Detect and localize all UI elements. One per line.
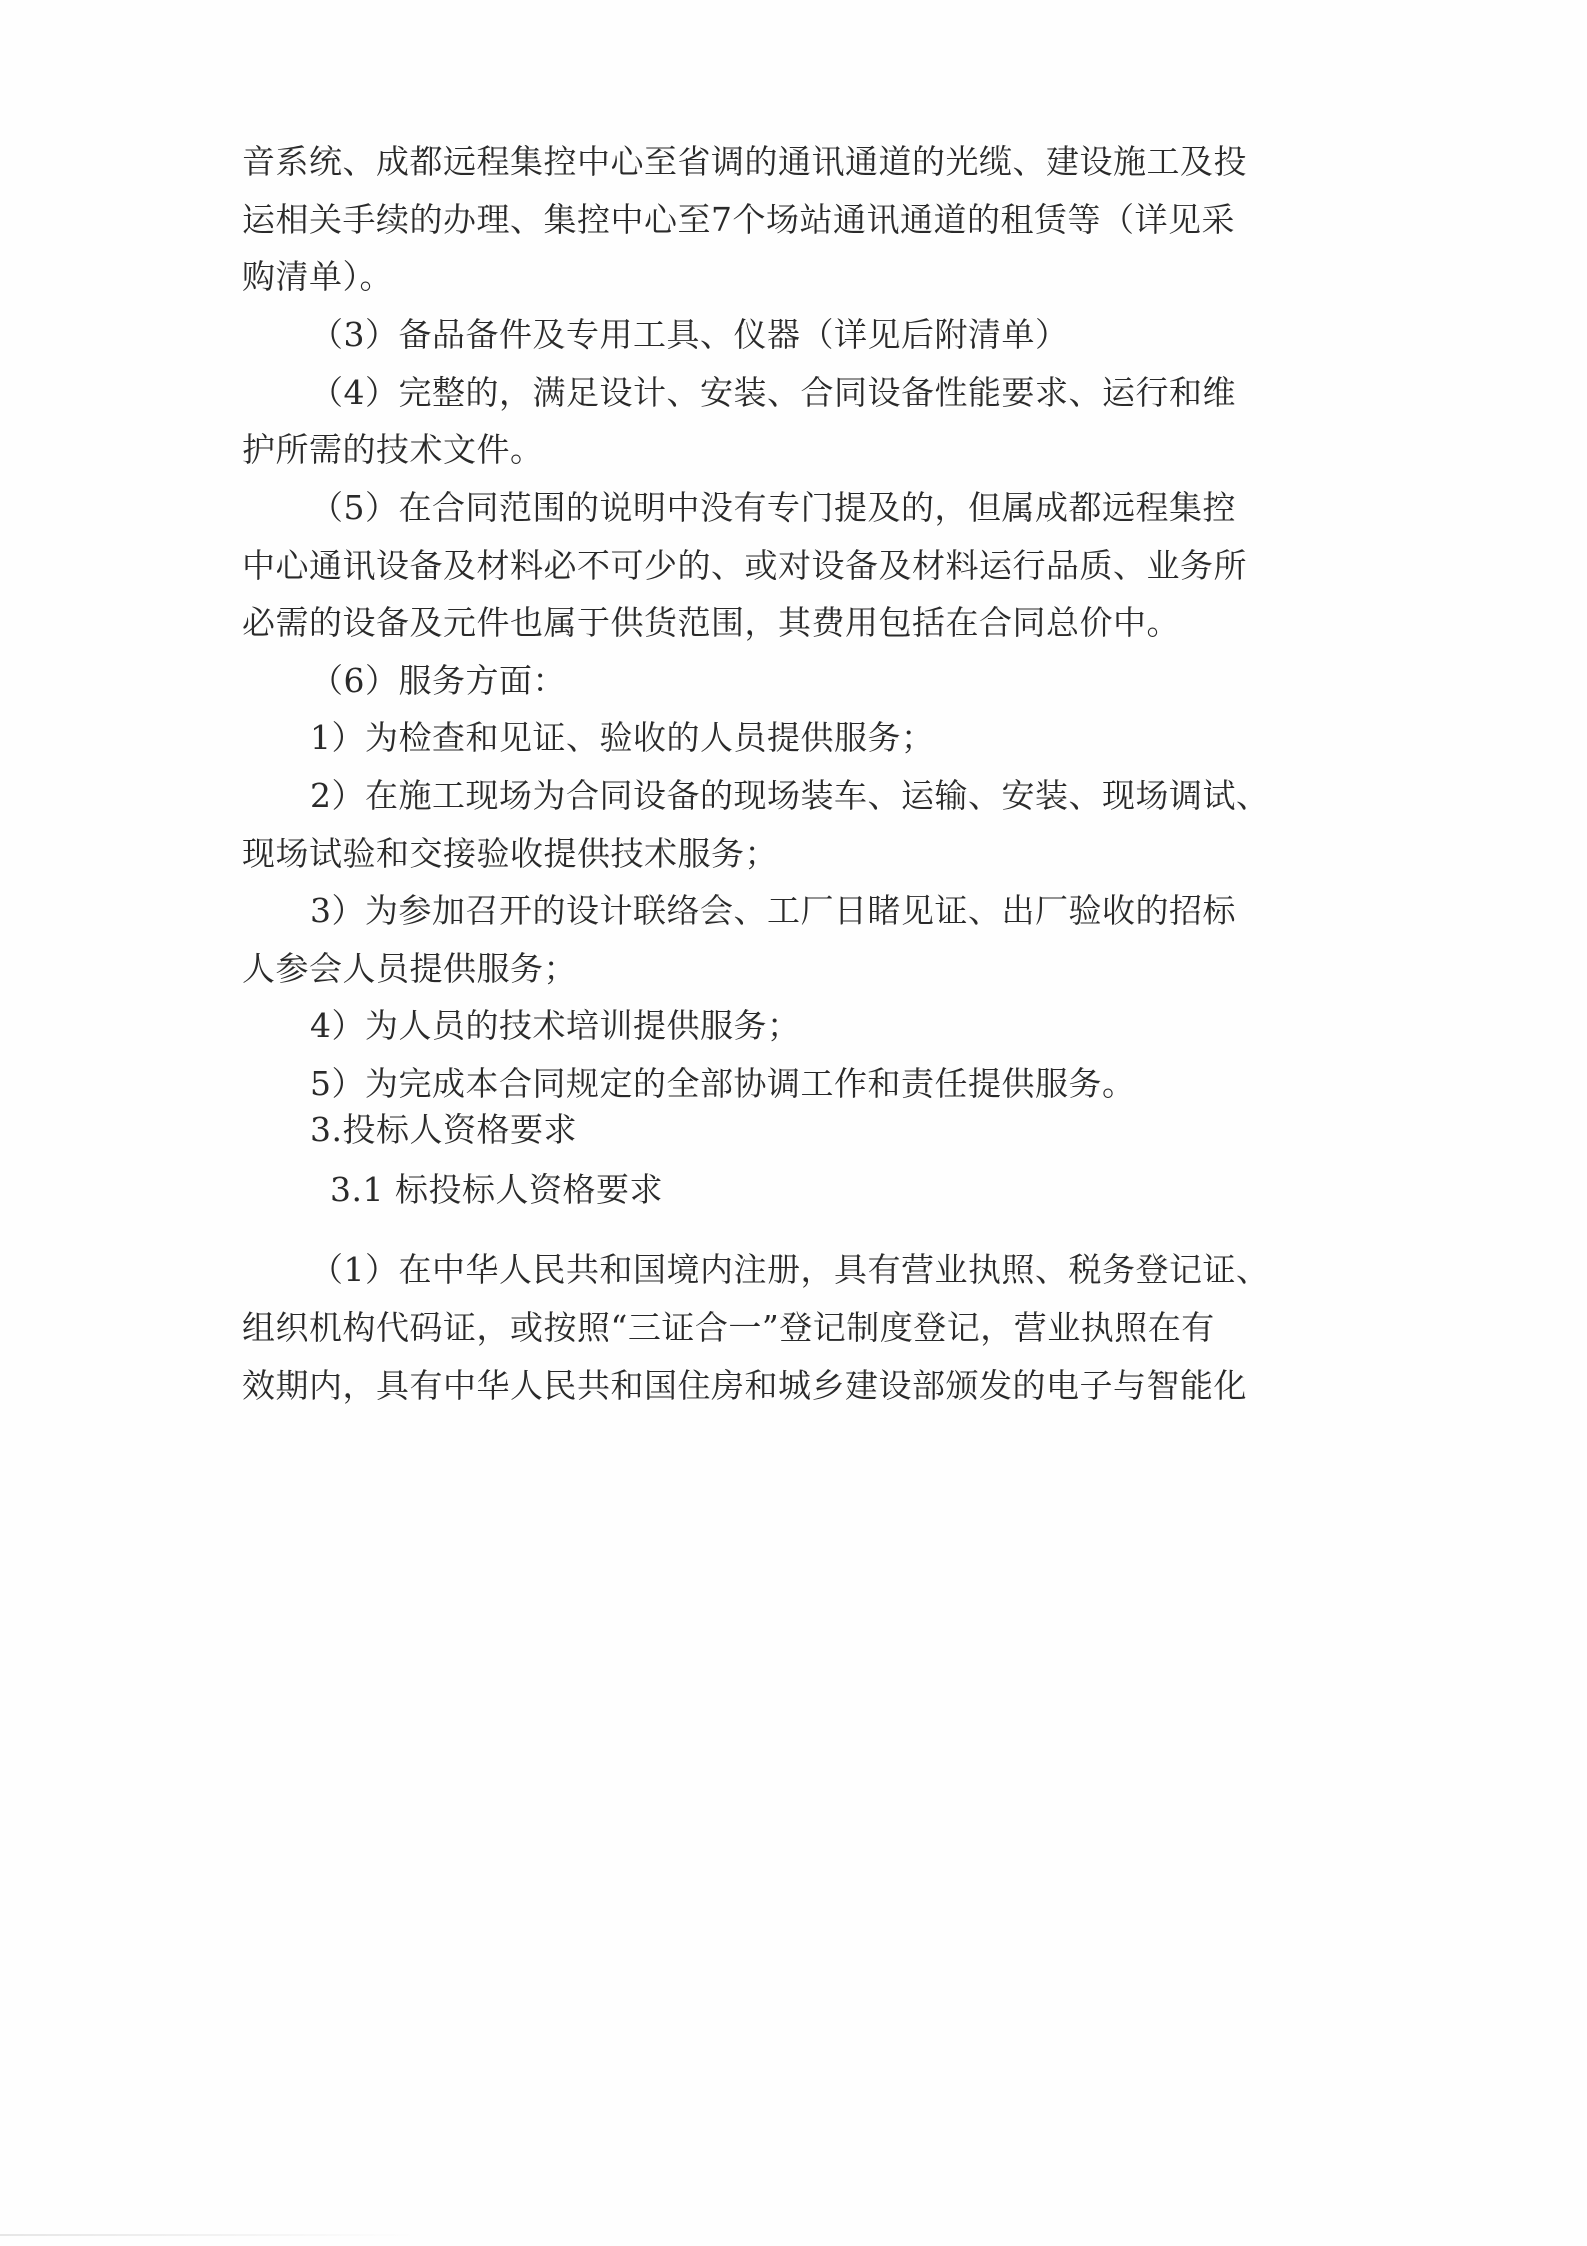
body-text-line: 组织机构代码证，或按照“三证合一”登记制度登记，营业执照在有 — [242, 1308, 1215, 1347]
sub-list-item-text: 5）为完成本合同规定的全部协调工作和责任提供服务。 — [310, 1064, 1136, 1103]
sub-list-item-text: 3）为参加召开的设计联络会、工厂日睹见证、出厂验收的招标 — [310, 891, 1236, 930]
list-item-text: （3）备品备件及专用工具、仪器（详见后附清单） — [310, 315, 1069, 354]
list-item-text: （6）服务方面： — [310, 661, 566, 700]
body-text-line: 中心通讯设备及材料必不可少的、或对设备及材料运行品质、业务所 — [242, 546, 1247, 585]
body-text-line: 护所需的技术文件。 — [242, 430, 544, 469]
subsection-heading: 3.1 标投标人资格要求 — [330, 1170, 663, 1209]
section-heading: 3.投标人资格要求 — [310, 1110, 577, 1149]
body-text-line: 音系统、成都远程集控中心至省调的通讯通道的光缆、建设施工及投 — [242, 142, 1247, 181]
body-text-line: 必需的设备及元件也属于供货范围，其费用包括在合同总价中。 — [242, 603, 1180, 642]
body-text-line: 效期内，具有中华人民共和国住房和城乡建设部颁发的电子与智能化 — [242, 1366, 1247, 1405]
scan-edge-mark — [0, 2234, 420, 2236]
list-item-text: （5）在合同范围的说明中没有专门提及的，但属成都远程集控 — [310, 488, 1236, 527]
sub-list-item-text: 4）为人员的技术培训提供服务； — [310, 1006, 801, 1045]
list-item-text: （4）完整的，满足设计、安装、合同设备性能要求、运行和维 — [310, 373, 1236, 412]
body-text-line: 现场试验和交接验收提供技术服务； — [242, 834, 778, 873]
list-item-text: （1）在中华人民共和国境内注册，具有营业执照、税务登记证、 — [310, 1250, 1270, 1289]
body-text-line: 运相关手续的办理、集控中心至7个场站通讯通道的租赁等（详见采 — [242, 200, 1235, 239]
sub-list-item-text: 1）为检查和见证、验收的人员提供服务； — [310, 718, 935, 757]
body-text-line: 人参会人员提供服务； — [242, 949, 577, 988]
sub-list-item-text: 2）在施工现场为合同设备的现场装车、运输、安装、现场调试、 — [310, 776, 1270, 815]
body-text-line: 购清单）。 — [242, 257, 393, 296]
